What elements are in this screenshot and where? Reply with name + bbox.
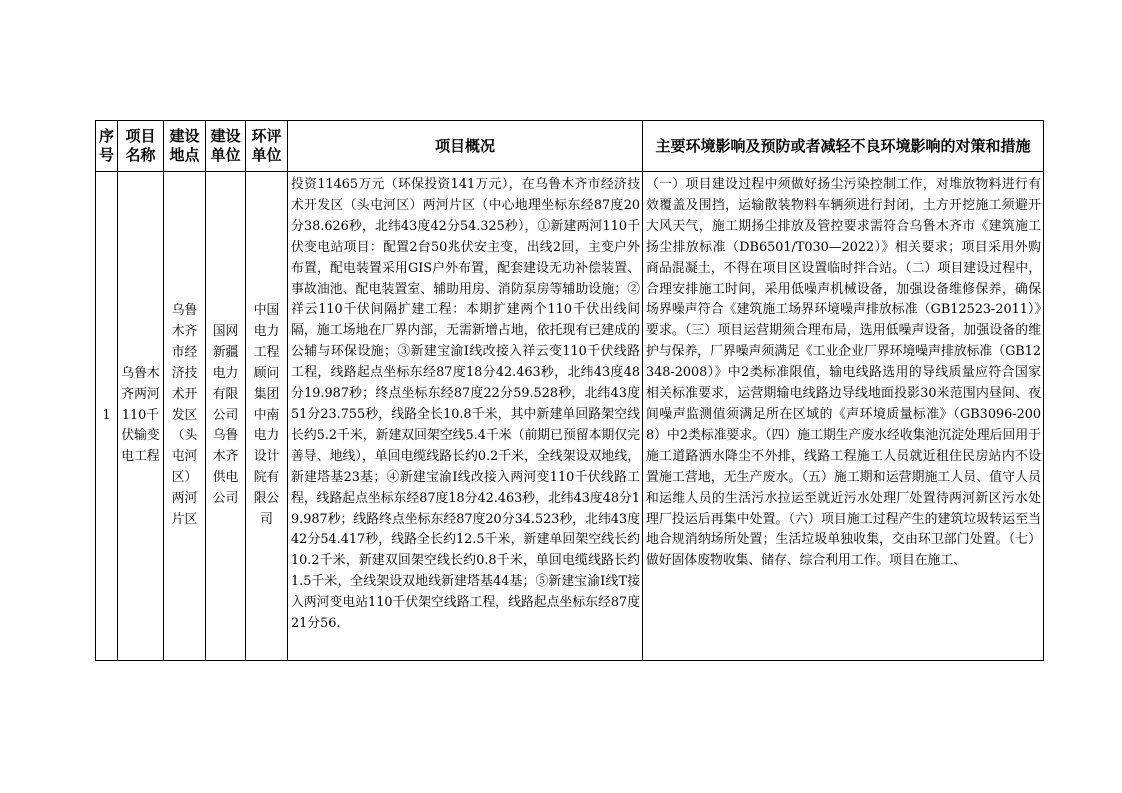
cell-eia-unit: 中国电力工程顾问集团中南电力设计院有限公司: [246, 172, 288, 661]
cell-seq: 1: [96, 172, 118, 661]
header-row: [96, 121, 1044, 172]
measures-text: （一）项目建设过程中须做好扬尘污染控制工作，对堆放物料进行有效覆盖及围挡，运输散装物料车辆须进行封闭，土方开挖施工须避开大风天气，施工期扬尘排放及管控要求需符合乌鲁木齐市《建筑施工扬尘排放标准（DB6501/T030—2022）》相关要求；项目采用外购商品混凝土，不得在项目区设置临时拌合站。（二）项目建设过程中，合理安排施工时间，采用低噪声机械设备，加强设备维修保养，确保场界噪声符合《建筑施工场界环境噪声排放标准（GB12523-2011）》要求。（三）项目运营期须合理布局，选用低噪声设备，加强设备的维护与保养，厂界噪声须满足《工业企业厂界环境噪声排放标准（GB12348-2008）》中2类标准限值，输电线路选用的导线质量应符合国家相关标准要求，运营期输电线路边导线地面投影30米范围内昼间、夜间噪声监测值须满足所在区域的《声环境质量标准》（GB3096-2008）中2类标准要求。（四）施工期生产废水经收集池沉淀处理后回用于施工道路洒水降尘不外排，线路工程施工人员就近租住民房站内不设置施工营地，无生产废水。（五）施工期和运营期施工人员、值守人员和运维人员的生活污水拉运至就近污水处理厂处置待两河新区污水处理厂投运后再集中处置。（六）项目施工过程产生的建筑垃圾转运至当地合规消纳场所处置；生活垃圾单独收集，交由环卫部门处置。（七）做好固体废物收集、储存、综合利用工作。项目在施工、: [646, 177, 1041, 569]
header-location: 建设地点: [164, 121, 206, 172]
cell-builder: 国网新疆电力有限公司乌鲁木齐供电公司: [206, 172, 246, 661]
cell-location: 乌鲁木齐市经济技术开发区（头屯河区）两河片区: [164, 172, 206, 661]
table-row: [96, 172, 1044, 661]
header-eia-unit: 环评单位: [246, 121, 288, 172]
header-measures: 主要环境影响及预防或者减轻不良环境影响的对策和措施: [643, 121, 1044, 172]
header-seq: 序号: [96, 121, 118, 172]
overview-text: 投资11465万元（环保投资141万元），在乌鲁木齐市经济技术开发区（头屯河区）两河片区（中心地理坐标东经87度20分38.626秒，北纬43度42分54.325秒），①新建两河110千伏变电站项目：配置2台50兆伏安主变，出线2回，主变户外布置，配电装置采用GIS户外布置，配套建设无功补偿装置、事故油池、配电装置室、辅助用房、消防泵房等辅助设施；②祥云110千伏间隔扩建工程：本期扩建两个110千伏出线间隔，施工场地在厂界内部，无需新增占地，依托现有已建成的公辅与环保设施；③新建宝渝Ⅰ线改接入祥云变110千伏线路工程，线路起点坐标东经87度18分42.463秒，北纬43度48分19.987秒；终点坐标东经87度22分59.528秒，北纬43度51分23.755秒，线路全长10.8千米，其中新建单回路架空线长约5.2千米，新建双回架空线5.4千米（前期已预留本期仅完善导、地线），单回电缆线路长约0.2千米，全线架设双地线，新建塔基23基；④新建宝渝Ⅰ线改接入两河变110千伏线路工程，线路起点坐标东经87度18分42.463秒，北纬43度48分19.987秒；线路终点坐标东经87度20分34.523秒，北纬43度42分54.417秒，线路全长约12.5千米，新建单回架空线长约10.2千米，新建双回架空线长约0.8千米，单回电缆线路长约1.5千米，全线架设双地线新建塔基44基；⑤新建宝渝Ⅰ线T接入两河变电站110千伏架空线路工程，线路起点坐标东经87度21分56.: [291, 177, 640, 632]
cell-overview: [288, 172, 643, 661]
cell-project-name: 乌鲁木齐两河110千伏输变电工程: [118, 172, 164, 661]
cell-measures: [643, 172, 1044, 661]
header-builder: 建设单位: [206, 121, 246, 172]
header-overview: 项目概况: [288, 121, 643, 172]
project-table: [95, 120, 1044, 661]
header-project-name: 项目名称: [118, 121, 164, 172]
